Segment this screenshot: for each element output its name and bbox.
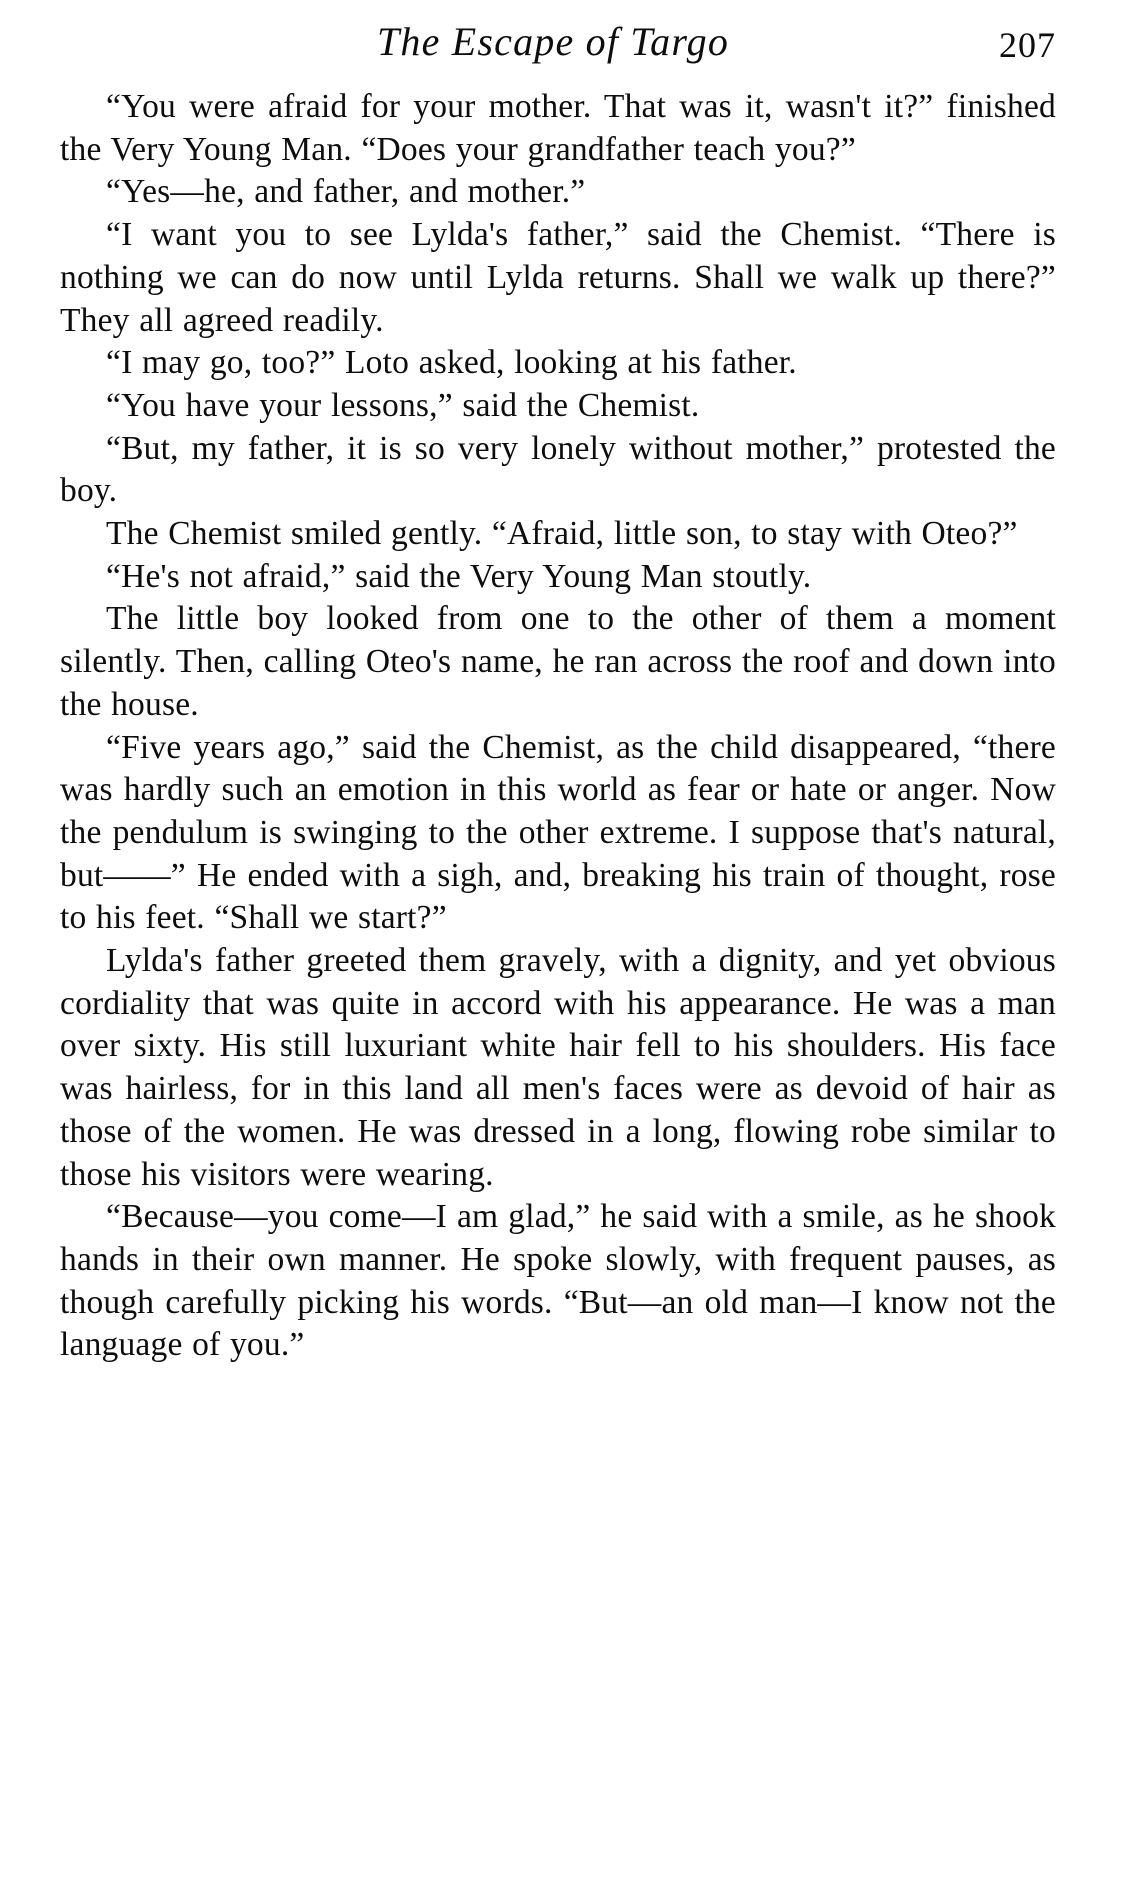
paragraph: “He's not afraid,” said the Very Young Man stoutly.: [106, 557, 812, 595]
paragraph: “Five years ago,” said the Chemist, as the child disappeared, “there was hardly such an emotion in this world as fear or hate or anger. Now the pendulum is swinging to the other extreme. I suppose that's natural, but——” He ended with a sigh, and, breaking his train of thought, rose to his feet. “Shall we start?”: [60, 728, 1056, 937]
paragraph: The little boy looked from one to the other of them a moment silently. Then, calling Oteo's name, he ran across the roof and down into the house.: [60, 600, 1056, 723]
paragraph: Lylda's father greeted them gravely, with a dignity, and yet obvious cordiality that was quite in accord with his appearance. He was a man over sixty. His still luxuriant white hair fell to his shoulders. His face was hairless, for in this land all men's faces were as devoid of hair as those of the women. He was dressed in a long, flowing robe similar to those his visitors were wearing.: [60, 942, 1056, 1193]
paragraph: The Chemist smiled gently. “Afraid, little son, to stay with Oteo?”: [106, 515, 1018, 553]
paragraph: “Yes—he, and father, and mother.”: [106, 173, 586, 211]
page-number: 207: [999, 25, 1056, 65]
paragraph: “You were afraid for your mother. That was it, wasn't it?” finished the Very Young Man. “Does your grandfather teach you?”: [60, 88, 1056, 168]
paragraph: “But, my father, it is so very lonely without mother,” protested the boy.: [60, 429, 1056, 510]
paragraph: “I may go, too?” Loto asked, looking at his father.: [106, 344, 797, 382]
paragraph: “I want you to see Lylda's father,” said the Chemist. “There is nothing we can do now until Lylda returns. Shall we walk up there?” They all agreed readily.: [60, 216, 1056, 339]
page-header: [60, 18, 1056, 80]
page-body: [60, 86, 1056, 1367]
paragraph: “Because—you come—I am glad,” he said with a smile, as he shook hands in their own manner. He spoke slowly, with frequent pauses, as though carefully picking his words. “But—an old man—I know not the language of you.”: [60, 1198, 1056, 1364]
running-title: The Escape of Targo: [376, 19, 730, 64]
paragraph: “You have your lessons,” said the Chemist.: [106, 386, 700, 424]
